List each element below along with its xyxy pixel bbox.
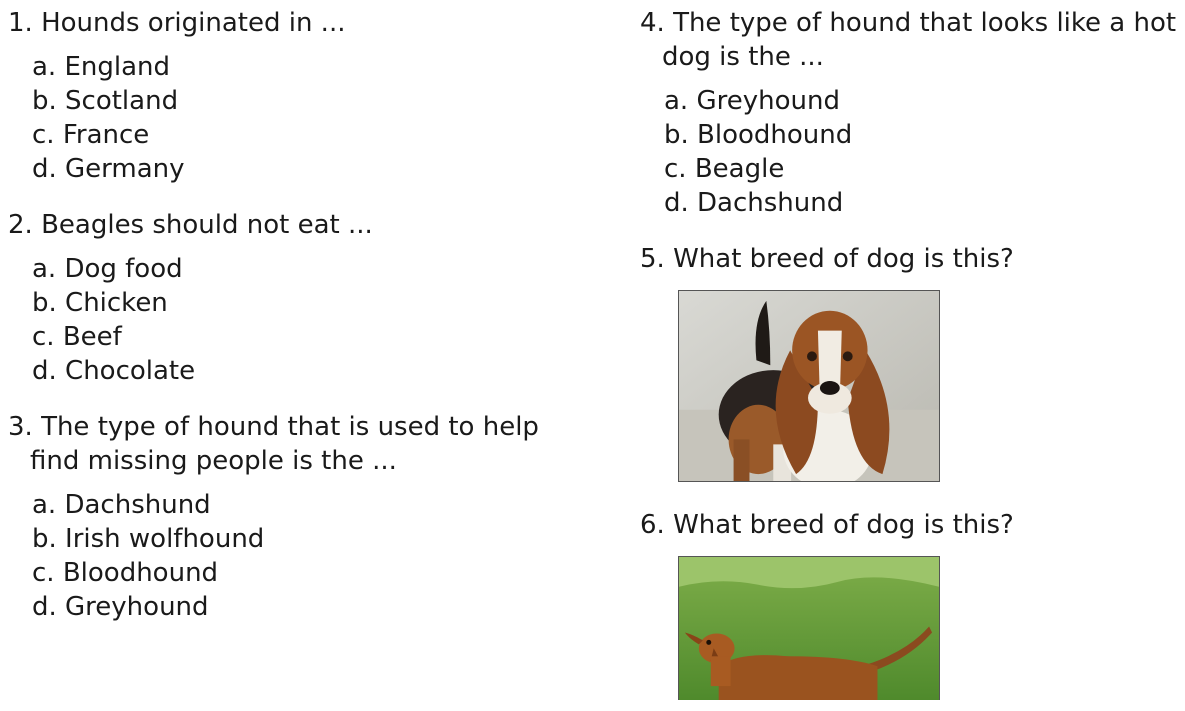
question-text-line-2: dog is the ...: [662, 42, 824, 72]
right-column: [640, 0, 1180, 700]
question-6: [640, 502, 1180, 700]
question-1: [8, 0, 598, 186]
question-text-line-1: 4. The type of hound that looks like a hot: [640, 8, 1177, 38]
left-column: [8, 0, 598, 624]
question-3: [8, 404, 598, 624]
answer-options: [664, 84, 1180, 220]
question-text: [8, 404, 598, 478]
question-text: [640, 0, 1180, 74]
option-c: c. Bloodhound: [32, 558, 219, 588]
option-a: a. England: [32, 52, 171, 82]
option-a: a. Greyhound: [664, 86, 840, 116]
option-d: d. Greyhound: [32, 592, 209, 622]
basset-hound-photo: [678, 290, 940, 482]
question-5: [640, 236, 1180, 482]
question-text: 5. What breed of dog is this?: [640, 244, 1014, 274]
option-c: c. Beagle: [664, 154, 785, 184]
question-text: 6. What breed of dog is this?: [640, 510, 1014, 540]
option-c: c. Beef: [32, 322, 122, 352]
question-text: 2. Beagles should not eat ...: [8, 210, 373, 240]
answer-options: [32, 488, 598, 624]
answer-options: [32, 50, 598, 186]
question-text-line-2: find missing people is the ...: [30, 446, 397, 476]
option-c: c. France: [32, 120, 150, 150]
option-d: d. Chocolate: [32, 356, 196, 386]
dachshund-photo: [678, 556, 940, 700]
question-2: [8, 202, 598, 388]
question-text: 1. Hounds originated in ...: [8, 8, 346, 38]
answer-options: [32, 252, 598, 388]
option-b: b. Chicken: [32, 288, 168, 318]
option-a: a. Dachshund: [32, 490, 211, 520]
option-b: b. Scotland: [32, 86, 179, 116]
option-b: b. Irish wolfhound: [32, 524, 265, 554]
option-d: d. Dachshund: [664, 188, 844, 218]
question-text-line-1: 3. The type of hound that is used to help: [8, 412, 539, 442]
question-4: [640, 0, 1180, 220]
option-d: d. Germany: [32, 154, 185, 184]
option-a: a. Dog food: [32, 254, 183, 284]
option-b: b. Bloodhound: [664, 120, 853, 150]
